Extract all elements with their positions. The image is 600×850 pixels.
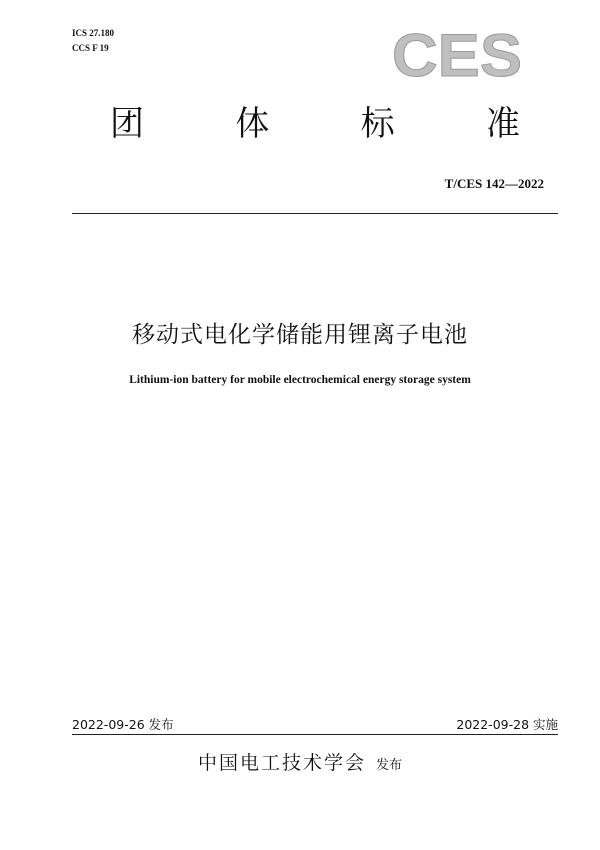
publisher-organization: 中国电工技术学会 bbox=[197, 752, 366, 774]
standard-type-char-4: 准 bbox=[485, 104, 520, 144]
ces-logo bbox=[392, 26, 524, 84]
issue-date: 2022-09-26 发布 bbox=[72, 717, 174, 732]
publisher-suffix: 发布 bbox=[376, 758, 403, 773]
ics-code: ICS 27.180 bbox=[72, 28, 115, 38]
bottom-divider bbox=[72, 734, 558, 735]
standard-type-char-3: 标 bbox=[360, 104, 395, 144]
ces-logo-text: CES bbox=[392, 26, 522, 84]
implementation-date: 2022-09-28 实施 bbox=[456, 717, 558, 732]
standard-number: T/CES 142—2022 bbox=[444, 176, 544, 191]
document-title-english: Lithium-ion battery for mobile electrochemical energy storage system bbox=[129, 374, 471, 386]
publisher-line bbox=[0, 748, 600, 775]
top-divider bbox=[72, 213, 558, 214]
ccs-code: CCS F 19 bbox=[72, 43, 109, 53]
standard-type-char-2: 体 bbox=[235, 104, 270, 144]
standard-type-char-1: 团 bbox=[110, 104, 144, 144]
standard-type-heading bbox=[110, 102, 520, 146]
document-title-chinese: 移动式电化学储能用锂离子电池 bbox=[132, 322, 468, 348]
